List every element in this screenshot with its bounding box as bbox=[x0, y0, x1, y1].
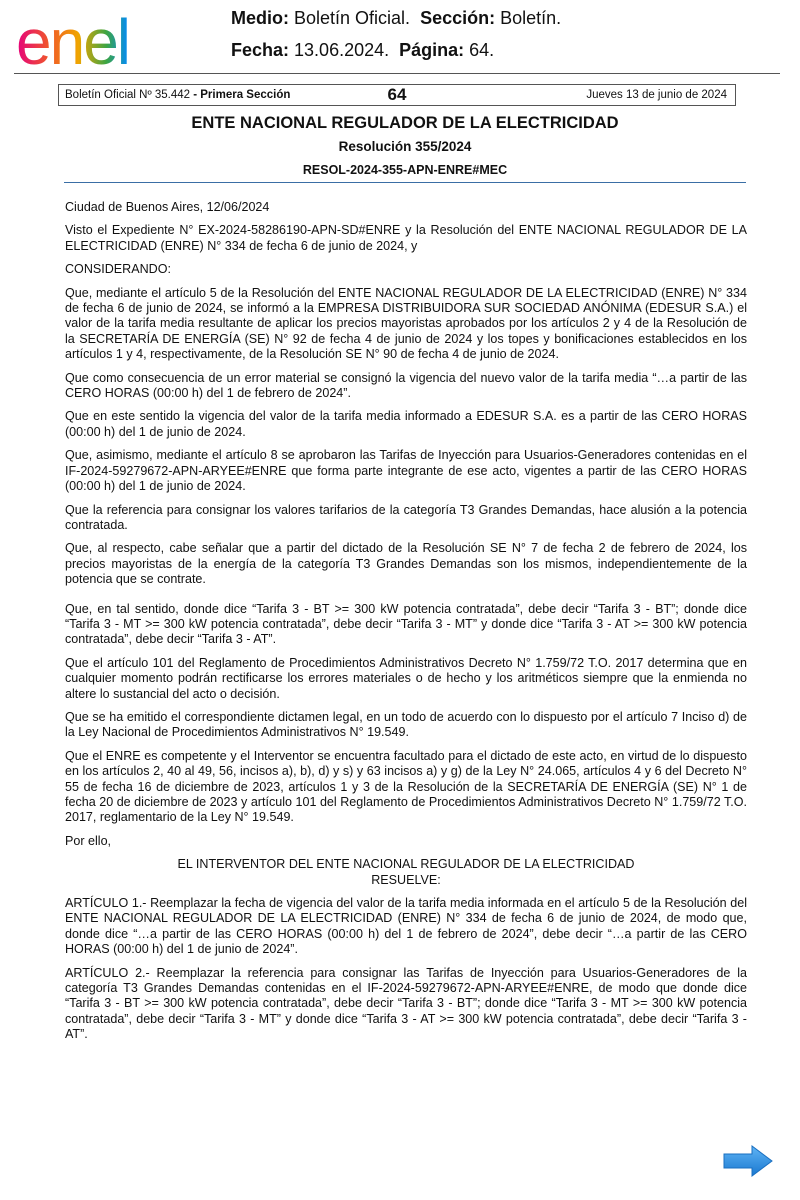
enel-logo bbox=[14, 6, 184, 72]
seccion-value: Boletín. bbox=[495, 8, 562, 28]
meta-line-2 bbox=[231, 40, 494, 61]
paragraph: Que el ENRE es competente y el Interventor se encuentra facultado para el dictado de este acto, en virtud de lo dispuesto en los artículos 2, 40 al 49, 56, incisos a), b), d) y s) y 63 incisos a) y g) de la Ley N° 24.065, artículos 4 y 6 del Decreto N° 55 de fecha 16 de diciembre de 2023, artículos 1 y 3 de la Resolución de la SECRETARÍA DE ENERGÍA (SE) N° 1 de fecha 20 de diciembre de 2023 y artículo 101 del Reglamento de Procedimientos Administrativos Decreto N° 1.759/72 T.O. 2017, reglamentario de la Ley N° 19.549. bbox=[65, 748, 747, 825]
meta-line-1 bbox=[231, 8, 561, 29]
bulletin-number: Boletín Oficial Nº 35.442 bbox=[65, 89, 191, 101]
entity-title: ENTE NACIONAL REGULADOR DE LA ELECTRICIDAD bbox=[191, 114, 619, 132]
paragraph: Visto el Expediente N° EX-2024-58286190-APN-SD#ENRE y la Resolución del ENTE NACIONAL REGULADOR DE LA ELECTRICIDAD (ENRE) N° 334 de fecha 6 de junio de 2024, y bbox=[65, 223, 747, 253]
interventor-line: EL INTERVENTOR DEL ENTE NACIONAL REGULADOR DE LA ELECTRICIDAD bbox=[177, 857, 635, 872]
pagina-label: Página: bbox=[399, 40, 465, 60]
fecha-label: Fecha: bbox=[231, 40, 290, 60]
fecha-value: 13.06.2024. bbox=[289, 40, 390, 60]
bulletin-section: - Primera Sección bbox=[190, 89, 291, 101]
resolution-heading bbox=[65, 857, 747, 888]
document-body bbox=[65, 200, 747, 1051]
page-number: 64 bbox=[387, 85, 407, 104]
paragraph: Que, al respecto, cabe señalar que a partir del dictado de la Resolución SE N° 7 de fecha 2 de febrero de 2024, los precios mayoristas de la energía de la categoría T3 Grandes Demandas son los mismos, independientemente de la potencia que se contrate. bbox=[65, 541, 747, 587]
top-divider bbox=[14, 73, 780, 74]
arrow-right-icon[interactable] bbox=[722, 1144, 774, 1178]
paragraph: Ciudad de Buenos Aires, 12/06/2024 bbox=[65, 200, 270, 214]
svg-text:enel: enel bbox=[16, 6, 129, 72]
resolution-code: RESOL-2024-355-APN-ENRE#MEC bbox=[302, 163, 508, 177]
paragraph: Que la referencia para consignar los valores tarifarios de la categoría T3 Grandes Demandas, hace alusión a la potencia contratada. bbox=[65, 502, 747, 532]
resuelve-line: RESUELVE: bbox=[371, 872, 441, 887]
article: ARTÍCULO 2.- Reemplazar la referencia para consignar las Tarifas de Inyección para Usuarios-Generadores de la categoría T3 Grandes Demandas contenidas en el IF-2024-59279672-APN-ARYEE#ENRE, de modo que donde dice “Tarifa 3 - BT >= 300 kW potencia contratada”, debe decir “Tarifa 3 - BT”; donde dice “Tarifa 3 - MT >= 300 kW potencia contratada”, debe decir “Tarifa 3 - MT” y donde dice “Tarifa 3 - AT >= 300 kW potencia contratada”, debe decir “Tarifa 3 - AT”. bbox=[65, 965, 747, 1042]
title-divider bbox=[64, 182, 746, 183]
paragraph: Que el artículo 101 del Reglamento de Procedimientos Administrativos Decreto N° 1.759/72 T.O. 2017 determina que en cualquier momento podrán rectificarse los errores materiales o de hecho y los aritméticos siempre que la enmienda no altere lo sustancial del acto o decisión. bbox=[65, 655, 747, 701]
paragraph: Que, mediante el artículo 5 de la Resolución del ENTE NACIONAL REGULADOR DE LA ELECTRICIDAD (ENRE) N° 334 de fecha 6 de junio de 2024, se informó a la EMPRESA DISTRIBUIDORA SUR SOCIEDAD ANÓNIMA (EDESUR S.A.) el valor de la tarifa media resultante de aplicar los precios mayoristas aprobados por los artículos 2 y 4 de la Resolución de la SECRETARÍA DE ENERGÍA (SE) N° 92 de fecha 4 de junio de 2024 y los topes y bonificaciones establecidos en los artículos 1 y 4, respectivamente, de la Resolución SE N° 90 de fecha 4 de junio de 2024. bbox=[65, 285, 747, 362]
medio-label: Medio: bbox=[231, 8, 289, 28]
paragraph: Que en este sentido la vigencia del valor de la tarifa media informado a EDESUR S.A. es a partir de las CERO HORAS (00:00 h) del 1 de junio de 2024. bbox=[65, 409, 747, 439]
paragraph: CONSIDERANDO: bbox=[65, 262, 171, 277]
pagina-value: 64. bbox=[464, 40, 495, 60]
resolution-title: Resolución 355/2024 bbox=[338, 139, 472, 154]
paragraph: Que se ha emitido el correspondiente dictamen legal, en un todo de acuerdo con lo dispuesto por el artículo 7 Inciso d) de la Ley Nacional de Procedimientos Administrativos N° 19.549. bbox=[65, 709, 747, 740]
paragraph: Por ello, bbox=[65, 833, 112, 848]
paragraph: Que, asimismo, mediante el artículo 8 se aprobaron las Tarifas de Inyección para Usuarios-Generadores contenidas en el IF-2024-59279672-APN-ARYEE#ENRE que forma parte integrante de ese acto, vigentes a partir de las CERO HORAS (00:00 h) del 1 de junio de 2024. bbox=[65, 448, 747, 494]
medio-value: Boletín Oficial. bbox=[289, 8, 411, 28]
paragraph: Que, en tal sentido, donde dice “Tarifa 3 - BT >= 300 kW potencia contratada”, debe decir “Tarifa 3 - BT”; donde dice “Tarifa 3 - MT >= 300 kW potencia contratada”, debe decir “Tarifa 3 - MT” y donde dice “Tarifa 3 - AT >= 300 kW potencia contratada”, debe decir “Tarifa 3 - AT”. bbox=[65, 601, 747, 647]
seccion-label: Sección: bbox=[420, 8, 496, 28]
paragraph: Que como consecuencia de un error material se consignó la vigencia del nuevo valor de la tarifa media “…a partir de las CERO HORAS (00:00 h) del 1 de febrero de 2024”. bbox=[65, 370, 747, 401]
bulletin-date: Jueves 13 de junio de 2024 bbox=[586, 89, 727, 101]
article: ARTÍCULO 1.- Reemplazar la fecha de vigencia del valor de la tarifa media informada en el artículo 5 de la Resolución del ENTE NACIONAL REGULADOR DE LA ELECTRICIDAD (ENRE) N° 334 de fecha 6 de junio de 2024, de modo que, donde dice “…a partir de las CERO HORAS (00:00 h) del 1 de febrero de 2024”, debe decir “…a partir de las CERO HORAS (00:00 h) del 1 de junio de 2024”. bbox=[65, 896, 747, 957]
bulletin-header bbox=[58, 84, 736, 106]
